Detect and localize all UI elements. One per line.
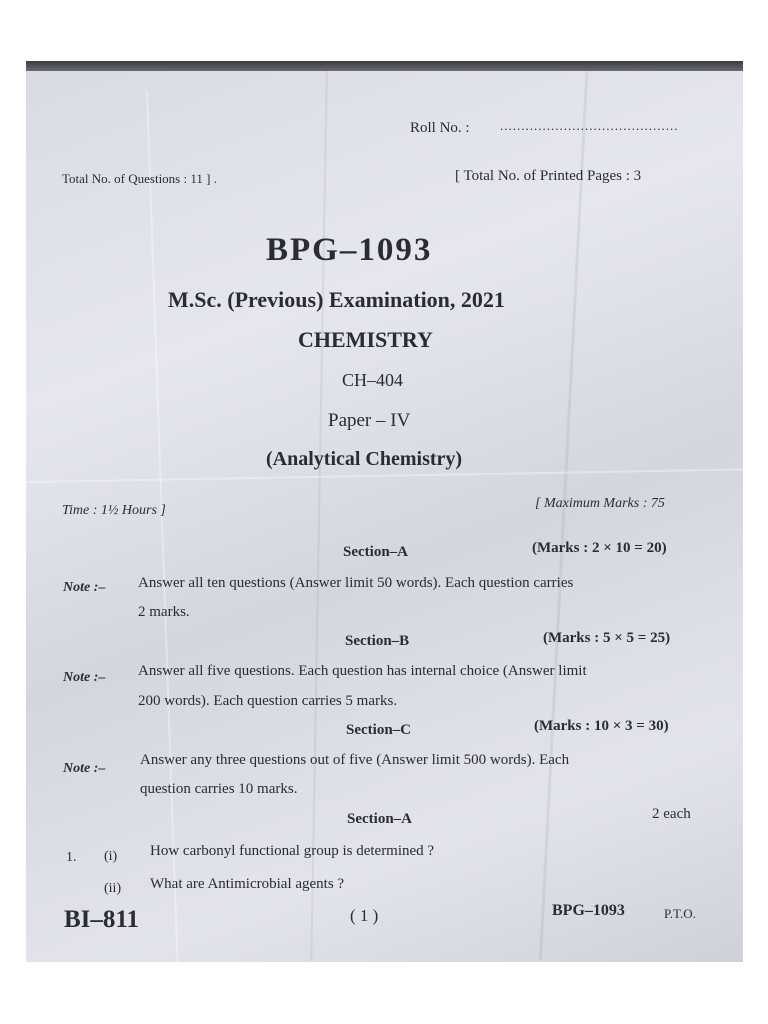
pto-label: P.T.O. — [664, 906, 696, 921]
section-b-marks: (Marks : 5 × 5 = 25) — [543, 630, 671, 646]
section-a-title: Section–A — [343, 544, 408, 560]
question-1-ii-text: What are Antimicrobial agents ? — [150, 876, 345, 892]
section-c-note-label: Note :– — [63, 761, 106, 776]
course-code: CH–404 — [342, 370, 404, 390]
question-1-ii-number: (ii) — [104, 881, 122, 896]
paper-topic: (Analytical Chemistry) — [266, 448, 463, 470]
total-questions: Total No. of Questions : 11 ] . — [62, 171, 217, 186]
exam-time: Time : 1½ Hours ] — [62, 503, 166, 518]
questions-section-title: Section–A — [347, 811, 412, 827]
footer-left-code: BI–811 — [64, 906, 140, 933]
paper-number: Paper – IV — [328, 410, 411, 431]
paper-crease — [310, 61, 328, 961]
roll-no-label: Roll No. : — [410, 120, 470, 136]
exam-title: M.Sc. (Previous) Examination, 2021 — [168, 287, 505, 312]
section-b-note-line2: 200 words). Each question carries 5 marks. — [138, 693, 398, 709]
question-1-i-text: How carbonyl functional group is determined ? — [150, 843, 435, 859]
section-a-marks: (Marks : 2 × 10 = 20) — [532, 540, 667, 556]
subject-title: CHEMISTRY — [298, 327, 433, 352]
roll-no-field: .......................................... — [500, 118, 679, 133]
footer-right-code: BPG–1093 — [552, 902, 625, 919]
section-b-note-line1: Answer all five questions. Each question has internal choice (Answer limit — [138, 663, 587, 679]
marks-each: 2 each — [652, 806, 691, 822]
paper-code-title: BPG–1093 — [266, 232, 433, 268]
section-c-note-line2: question carries 10 marks. — [140, 781, 298, 797]
question-number: 1. — [66, 850, 77, 865]
total-pages: [ Total No. of Printed Pages : 3 — [455, 168, 642, 184]
section-b-note-label: Note :– — [63, 670, 106, 685]
section-a-note-label: Note :– — [63, 580, 106, 595]
section-c-title: Section–C — [346, 722, 411, 738]
section-c-note-line1: Answer any three questions out of five (Answer limit 500 words). Each — [140, 752, 570, 768]
photo-top-edge — [26, 61, 743, 71]
section-c-marks: (Marks : 10 × 3 = 30) — [534, 718, 669, 734]
question-1-i-number: (i) — [104, 849, 118, 864]
page-number: ( 1 ) — [350, 906, 379, 925]
section-a-note-line2: 2 marks. — [138, 604, 190, 620]
paper-crease — [146, 91, 179, 962]
section-b-title: Section–B — [345, 633, 410, 649]
section-a-note-line1: Answer all ten questions (Answer limit 50 words). Each question carries — [138, 575, 574, 591]
maximum-marks: [ Maximum Marks : 75 — [535, 496, 665, 511]
